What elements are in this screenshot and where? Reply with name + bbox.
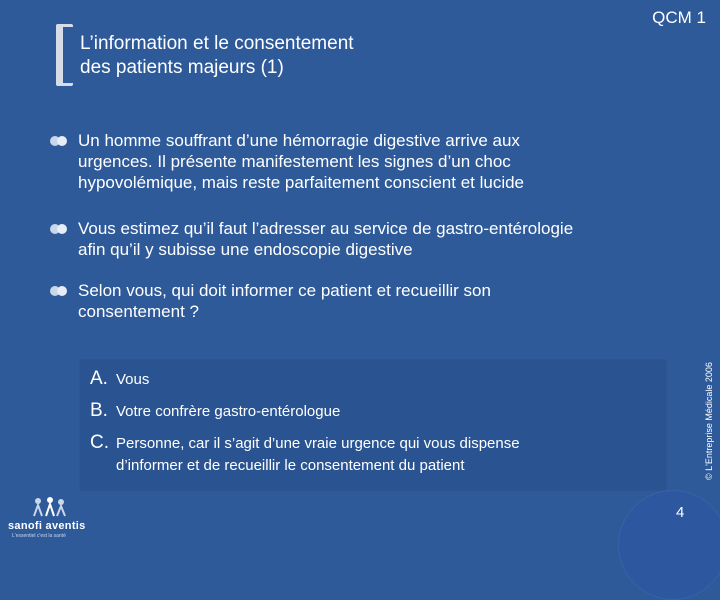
answer-letter: A. xyxy=(90,368,108,389)
answer-text: Votre confrère gastro-entérologue xyxy=(116,403,341,420)
sanofi-aventis-logo xyxy=(8,496,88,540)
bullet-text xyxy=(78,218,573,260)
answer-option-a[interactable] xyxy=(90,368,149,391)
bullet-line: consentement ? xyxy=(78,302,199,321)
bullet-item xyxy=(50,218,690,260)
page-title-line-1: L’information et le consentement xyxy=(80,33,354,54)
bullet-text xyxy=(78,130,524,193)
qcm-tag: QCM 1 xyxy=(652,8,706,27)
title-bracket xyxy=(56,24,73,86)
answer-text: Vous xyxy=(116,371,150,388)
bullet-icon xyxy=(50,286,68,296)
logo-text: sanofi aventis xyxy=(8,520,86,532)
answer-option-c[interactable] xyxy=(90,432,520,477)
logo-tagline: L'essentiel c'est la santé xyxy=(12,533,66,539)
page-title xyxy=(80,32,500,80)
bullet-icon xyxy=(50,136,68,146)
bullet-icon xyxy=(50,224,68,234)
page-title-line-2: des patients majeurs (1) xyxy=(80,57,284,78)
copyright-text: © L'Entreprise Médicale 2006 xyxy=(704,362,714,480)
bullet-line: Un homme souffrant d’une hémorragie digestive arrive aux xyxy=(78,131,520,150)
bullet-line: afin qu’il y subisse une endoscopie digestive xyxy=(78,240,413,259)
answer-option-b[interactable] xyxy=(90,400,340,423)
logo-figures-icon xyxy=(30,496,70,518)
answer-text xyxy=(116,433,520,477)
answer-line: Personne, car il s’agit d’une vraie urgence qui vous dispense xyxy=(116,435,520,452)
bullet-item xyxy=(50,130,690,193)
bullet-text xyxy=(78,280,491,322)
bullet-line: Selon vous, qui doit informer ce patient et recueillir son xyxy=(78,281,491,300)
page-number-circle xyxy=(618,490,720,600)
answer-letter: C. xyxy=(90,432,109,453)
answer-line: d’informer et de recueillir le consentement du patient xyxy=(116,457,465,474)
answer-letter: B. xyxy=(90,400,108,421)
page-number: 4 xyxy=(676,504,685,521)
bullet-line: urgences. Il présente manifestement les signes d’un choc xyxy=(78,152,511,171)
bullet-line: Vous estimez qu’il faut l’adresser au service de gastro-entérologie xyxy=(78,219,574,238)
bullet-item xyxy=(50,280,690,322)
bullet-line: hypovolémique, mais reste parfaitement conscient et lucide xyxy=(78,173,525,192)
answers-box xyxy=(80,360,666,490)
